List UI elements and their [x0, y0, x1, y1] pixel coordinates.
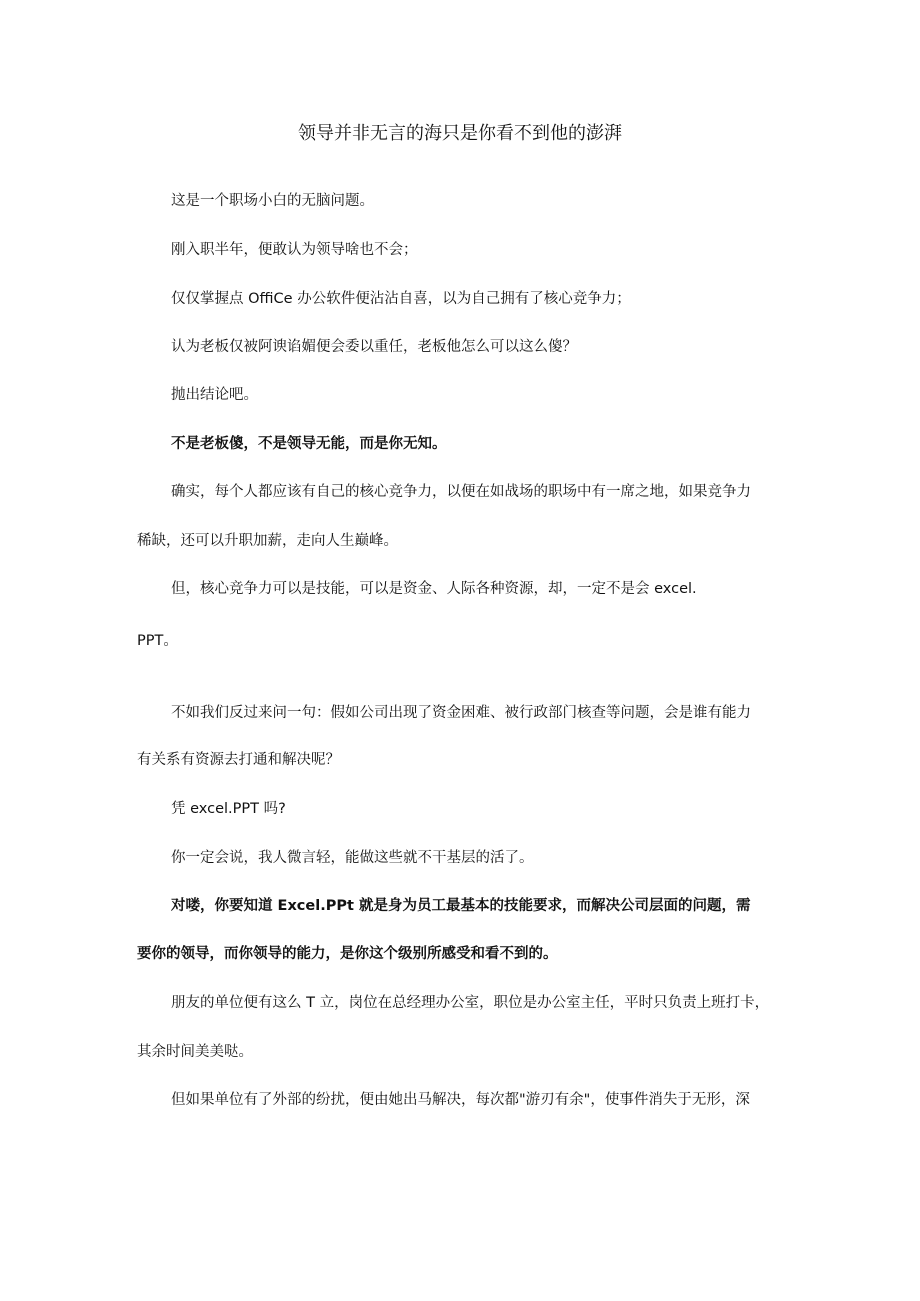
- paragraph-line: 这是一个职场小白的无脑问题。: [171, 193, 374, 209]
- paragraph-line: 你一定会说，我人微言轻，能做这些就不干基层的活了。: [171, 850, 534, 866]
- paragraph-line: 凭 excel.PPT 吗?: [171, 801, 286, 817]
- paragraph-line: 朋友的单位便有这么 T 立，岗位在总经理办公室，职位是办公室主任，平时只负责上班打卡，: [171, 995, 770, 1011]
- paragraph-line: 认为老板仅被阿谀谄媚便会委以重任，老板他怎么可以这么傻？: [171, 339, 577, 355]
- paragraph-line: 仅仅掌握点 OffiCe 办公软件便沾沾自喜，以为自己拥有了核心竞争力；: [171, 291, 631, 307]
- bold-paragraph-line: 要你的领导，而你领导的能力，是你这个级别所感受和看不到的。: [137, 946, 558, 962]
- paragraph-line: PPT。: [137, 633, 178, 649]
- paragraph-line: 有关系有资源去打通和解决呢？: [137, 752, 340, 768]
- document-title: 领导并非无言的海只是你看不到他的澎湃: [298, 123, 622, 144]
- bold-paragraph-line: 对喽，你要知道 Excel.PPt 就是身为员工最基本的技能要求，而解决公司层面的问题，需: [171, 898, 751, 914]
- paragraph-line: 不如我们反过来问一句：假如公司出现了资金困难、被行政部门核查等问题，会是谁有能力: [171, 705, 751, 721]
- bold-paragraph-line: 不是老板傻，不是领导无能，而是你无知。: [171, 436, 447, 452]
- paragraph-line: 其余时间美美哒。: [137, 1044, 253, 1060]
- paragraph-line: 但如果单位有了外部的纷扰，便由她出马解决，每次都"游刃有余"，使事件消失于无形，深: [171, 1092, 750, 1108]
- paragraph-line: 确实，每个人都应该有自己的核心竞争力，以便在如战场的职场中有一席之地，如果竞争力: [171, 484, 751, 500]
- paragraph-line: 稀缺，还可以升职加薪，走向人生巅峰。: [137, 533, 398, 549]
- paragraph-line: 但，核心竞争力可以是技能，可以是资金、人际各种资源，却，一定不是会 excel.: [171, 581, 697, 597]
- paragraph-line: 刚入职半年，便敢认为领导啥也不会；: [171, 242, 418, 258]
- paragraph-line: 抛出结论吧。: [171, 387, 258, 403]
